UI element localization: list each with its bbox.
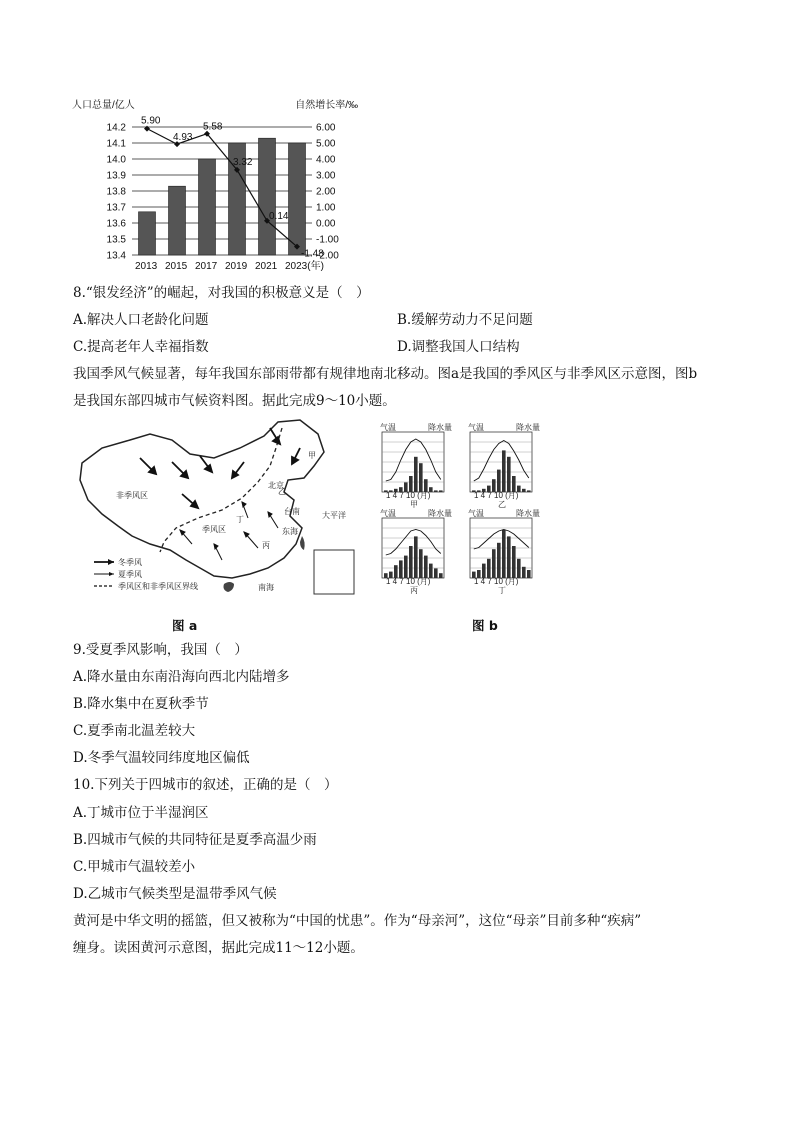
population-bar — [139, 212, 156, 255]
y-tick-label: 13.5 — [106, 234, 126, 246]
precipitation-bar — [399, 560, 403, 578]
temperature-curve — [386, 439, 441, 481]
precipitation-bar — [439, 490, 443, 492]
precipitation-bar — [507, 457, 511, 492]
precipitation-bar — [507, 536, 511, 578]
label-city-jia: 甲 — [308, 451, 316, 460]
precipitation-bar — [414, 536, 418, 578]
y-tick-label: 13.4 — [106, 250, 126, 262]
y2-tick-label: -1.00 — [316, 234, 339, 246]
x-tick-label: 2019 — [225, 261, 248, 272]
hainan-island — [224, 582, 235, 592]
y2-axis-title: 自然增长率/‰ — [295, 100, 358, 111]
y2-tick-label: 6.00 — [316, 122, 336, 134]
y-tick-label: 13.9 — [106, 170, 126, 182]
population-bar — [289, 143, 306, 255]
climate-chart-name: 乙 — [498, 500, 506, 509]
label-donghai: 东海 — [282, 527, 298, 536]
climate-chart-name: 丁 — [498, 586, 506, 595]
right-unit-label: 降水量 — [428, 423, 452, 432]
population-bar — [199, 159, 216, 255]
x-tick-label: 2015 — [165, 261, 188, 272]
y2-tick-label: 0.00 — [316, 218, 336, 230]
precipitation-bar — [409, 476, 413, 492]
label-tai: 台南 — [284, 507, 300, 516]
y-axis-title: 人口总量/亿人 — [72, 100, 135, 111]
month-axis-label: 1 4 7 10 (月) — [474, 577, 519, 586]
y2-tick-label: 2.00 — [316, 186, 336, 198]
right-unit-label: 降水量 — [516, 509, 540, 518]
left-unit-label: 气温 — [380, 423, 396, 432]
precipitation-bar — [497, 543, 501, 578]
precipitation-bar — [434, 490, 438, 492]
x-tick-label: 2013 — [135, 261, 158, 272]
growth-rate-label: 5.58 — [203, 121, 223, 133]
right-unit-label: 降水量 — [428, 509, 452, 518]
y2-tick-label: -2.00 — [316, 250, 339, 262]
q9-option-d[interactable]: D.冬季气温较同纬度地区偏低 — [73, 750, 250, 766]
q10-option-d[interactable]: D.乙城市气候类型是温带季风气候 — [73, 886, 277, 902]
precipitation-bar — [502, 530, 506, 578]
climate-chart-1 — [380, 422, 452, 509]
label-beijing: 北京 — [268, 481, 284, 490]
precipitation-bar — [497, 470, 501, 492]
y2-tick-label: 4.00 — [316, 154, 336, 166]
temperature-curve — [474, 530, 529, 550]
precipitation-bar — [424, 556, 428, 578]
legend-boundary: 季风区和非季风区界线 — [118, 582, 198, 591]
precipitation-bar — [439, 573, 443, 578]
intro-11-12-line1: 黄河是中华文明的摇篮，但又被称为“中国的忧患”。作为“母亲河”，这位“母亲”目前多种“疾病” — [73, 913, 642, 929]
y-tick-label: 13.6 — [106, 218, 126, 230]
month-axis-label: 1 4 7 10 (月) — [386, 577, 431, 586]
legend-winter-monsoon: 冬季风 — [118, 558, 142, 567]
q9-option-b[interactable]: B.降水集中在夏秋季节 — [73, 696, 209, 712]
south-sea-inset — [314, 550, 354, 594]
growth-rate-label: 4.93 — [173, 132, 193, 144]
caption-figure-a: 图 a — [172, 618, 198, 633]
month-axis-label: 1 4 7 10 (月) — [386, 491, 431, 500]
population-bar — [259, 138, 276, 255]
precipitation-bar — [419, 549, 423, 578]
x-tick-label: 2017 — [195, 261, 218, 272]
climate-chart-name: 甲 — [410, 500, 418, 509]
precipitation-bar — [492, 549, 496, 578]
precipitation-bar — [522, 567, 526, 578]
growth-rate-label: 3.32 — [233, 156, 253, 168]
right-unit-label: 降水量 — [516, 423, 540, 432]
q8-option-d[interactable]: D.调整我国人口结构 — [397, 339, 520, 355]
precipitation-bar — [487, 559, 491, 578]
climate-chart-name: 丙 — [410, 586, 418, 595]
precipitation-bar — [502, 450, 506, 492]
y-tick-label: 13.8 — [106, 186, 126, 198]
q10-option-c[interactable]: C.甲城市气温较差小 — [73, 859, 196, 875]
map-legend — [94, 557, 198, 591]
left-unit-label: 气温 — [468, 423, 484, 432]
y-tick-label: 13.7 — [106, 202, 126, 214]
growth-rate-label: 0.14 — [269, 210, 289, 222]
q8-option-b[interactable]: B.缓解劳动力不足问题 — [397, 312, 533, 328]
q9-option-a[interactable]: A.降水量由东南沿海向西北内陆增多 — [73, 669, 290, 685]
precipitation-bar — [527, 490, 531, 492]
y2-tick-label: 5.00 — [316, 138, 336, 150]
precipitation-bar — [404, 556, 408, 578]
climate-chart-4 — [468, 508, 540, 595]
label-city-yi: 乙 — [278, 487, 286, 496]
y2-tick-label: 3.00 — [316, 170, 336, 182]
precipitation-bar — [482, 564, 486, 578]
q10-stem: 10.下列关于四城市的叙述，正确的是（ ） — [73, 777, 338, 793]
q9-option-c[interactable]: C.夏季南北温差较大 — [73, 723, 196, 739]
precipitation-bar — [512, 546, 516, 578]
y-tick-label: 14.2 — [106, 122, 126, 134]
climate-chart-2 — [468, 422, 540, 509]
label-nanhai: 南海 — [258, 583, 274, 592]
label-pacific: 大平洋 — [322, 511, 346, 520]
q8-option-c[interactable]: C.提高老年人幸福指数 — [73, 339, 209, 355]
y-tick-label: 14.0 — [106, 154, 126, 166]
growth-rate-label: 5.90 — [141, 115, 161, 127]
intro-9-10-line2: 是我国东部四城市气候资料图。据此完成9～10小题。 — [73, 393, 396, 409]
x-tick-label: 2021 — [255, 261, 278, 272]
q9-stem: 9.受夏季风影响，我国（ ） — [73, 642, 248, 658]
climate-chart-3 — [380, 508, 452, 595]
month-axis-label: 1 4 7 10 (月) — [474, 491, 519, 500]
precipitation-bar — [512, 476, 516, 492]
precipitation-bar — [409, 546, 413, 578]
monsoon-region-map — [72, 418, 360, 600]
precipitation-bar — [522, 489, 526, 492]
y-tick-label: 14.1 — [106, 138, 126, 150]
temperature-curve — [386, 530, 441, 556]
left-unit-label: 气温 — [468, 509, 484, 518]
x-tick-label: 2023(年) — [285, 261, 324, 272]
q10-option-a[interactable]: A.丁城市位于半湿润区 — [73, 805, 209, 821]
winter-monsoon-arrows — [140, 428, 300, 508]
q8-option-a[interactable]: A.解决人口老龄化问题 — [73, 312, 209, 328]
left-unit-label: 气温 — [380, 509, 396, 518]
q10-option-b[interactable]: B.四城市气候的共同特征是夏季高温少雨 — [73, 832, 317, 848]
legend-summer-monsoon: 夏季风 — [118, 570, 142, 579]
taiwan-island — [300, 536, 305, 550]
intro-11-12-line2: 缠身。读困黄河示意图，据此完成11～12小题。 — [73, 940, 364, 956]
precipitation-bar — [527, 570, 531, 578]
population-bar — [169, 186, 186, 255]
intro-9-10-line1: 我国季风气候显著，每年我国东部雨带都有规律地南北移动。图a是我国的季风区与非季风区示意图，图b — [73, 366, 698, 382]
temperature-curve — [474, 441, 529, 482]
precipitation-bar — [434, 568, 438, 578]
precipitation-bar — [517, 559, 521, 578]
precipitation-bar — [429, 564, 433, 578]
growth-rate-label: -1.48 — [301, 248, 324, 260]
precipitation-bar — [414, 457, 418, 492]
y2-tick-label: 1.00 — [316, 202, 336, 214]
label-monsoon: 季风区 — [202, 525, 226, 534]
climate-charts — [366, 422, 546, 600]
label-city-bing: 丙 — [262, 541, 270, 550]
caption-figure-b: 图 b — [472, 618, 498, 633]
summer-monsoon-arrows — [180, 502, 278, 560]
precipitation-bar — [419, 463, 423, 492]
population-chart — [66, 97, 366, 277]
q8-stem: 8.“银发经济”的崛起，对我国的积极意义是（ ） — [73, 285, 370, 301]
label-city-ding: 丁 — [236, 515, 244, 524]
label-non-monsoon: 非季风区 — [116, 491, 148, 500]
